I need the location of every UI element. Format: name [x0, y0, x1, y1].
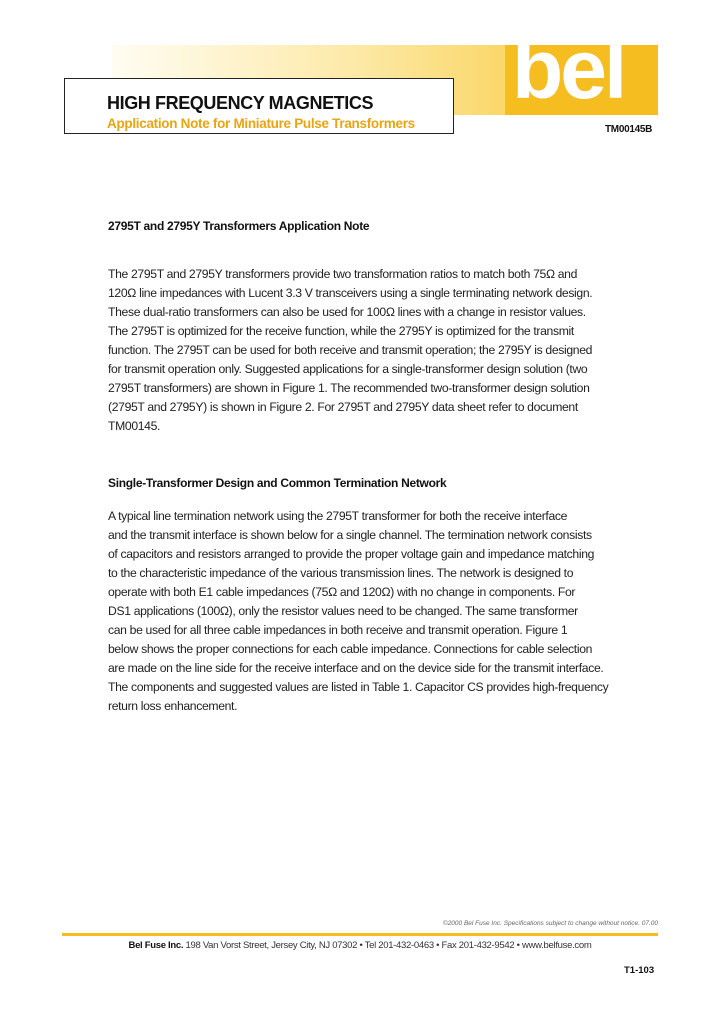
- section-heading-2: Single-Transformer Design and Common Termination Network: [108, 476, 447, 490]
- copyright-note: ©2000 Bel Fuse Inc. Specifications subject to change without notice. 07.00: [442, 920, 658, 927]
- paragraph-line: The 2795T and 2795Y transformers provide two transformation ratios to match both 75Ω and: [108, 267, 578, 281]
- footer-contact: [0, 940, 720, 951]
- paragraph-line: TM00145.: [108, 419, 161, 433]
- paragraph-line: to the characteristic impedance of the various transmission lines. The network is designed to: [108, 566, 574, 580]
- paragraph-line: of capacitors and resistors arranged to provide the proper voltage gain and impedance matching: [108, 547, 595, 561]
- paragraph-1: [108, 265, 628, 436]
- paragraph-line: below shows the proper connections for each cable impedance. Connections for cable selection: [108, 642, 593, 656]
- paragraph-line: A typical line termination network using the 2795T transformer for both the receive interface: [108, 509, 568, 523]
- paragraph-line: can be used for all three cable impedances in both receive and transmit operation. Figure 1: [108, 623, 568, 637]
- paragraph-line: and the transmit interface is shown below for a single channel. The termination network consists: [108, 528, 592, 542]
- paragraph-line: 2795T transformers) are shown in Figure 1. The recommended two-transformer design solution: [108, 381, 590, 395]
- footer-divider: [62, 933, 658, 936]
- paragraph-line: The 2795T is optimized for the receive function, while the 2795Y is optimized for the transmit: [108, 324, 574, 338]
- company-name: Bel Fuse Inc.: [128, 940, 184, 951]
- page-title: HIGH FREQUENCY MAGNETICS: [107, 93, 374, 113]
- paragraph-2: [108, 507, 628, 716]
- paragraph-line: These dual-ratio transformers can also be used for 100Ω lines with a change in resistor values.: [108, 305, 586, 319]
- page-subtitle: Application Note for Miniature Pulse Transformers: [107, 116, 415, 131]
- document-id: TM00145B: [605, 124, 653, 135]
- bel-logo: bel: [512, 22, 625, 116]
- company-address: 198 Van Vorst Street, Jersey City, NJ 07302 • Tel 201-432-0463 • Fax 201-432-9542 • www.belfuse.com: [183, 940, 592, 951]
- paragraph-line: 120Ω line impedances with Lucent 3.3 V transceivers using a single terminating network design.: [108, 286, 593, 300]
- paragraph-line: The components and suggested values are listed in Table 1. Capacitor CS provides high-frequency: [108, 680, 609, 694]
- paragraph-line: DS1 applications (100Ω), only the resistor values need to be changed. The same transformer: [108, 604, 578, 618]
- page-number: T1-103: [624, 965, 655, 976]
- paragraph-line: function. The 2795T can be used for both receive and transmit operation; the 2795Y is designed: [108, 343, 593, 357]
- paragraph-line: operate with both E1 cable impedances (75Ω and 120Ω) with no change in components. For: [108, 585, 576, 599]
- title-box: [64, 78, 454, 134]
- paragraph-line: are made on the line side for the receive interface and on the device side for the transmit interface.: [108, 661, 604, 675]
- paragraph-line: for transmit operation only. Suggested applications for a single-transformer design solution (two: [108, 362, 588, 376]
- section-heading-1: 2795T and 2795Y Transformers Application Note: [108, 219, 370, 233]
- paragraph-line: return loss enhancement.: [108, 699, 238, 713]
- paragraph-line: (2795T and 2795Y) is shown in Figure 2. For 2795T and 2795Y data sheet refer to document: [108, 400, 578, 414]
